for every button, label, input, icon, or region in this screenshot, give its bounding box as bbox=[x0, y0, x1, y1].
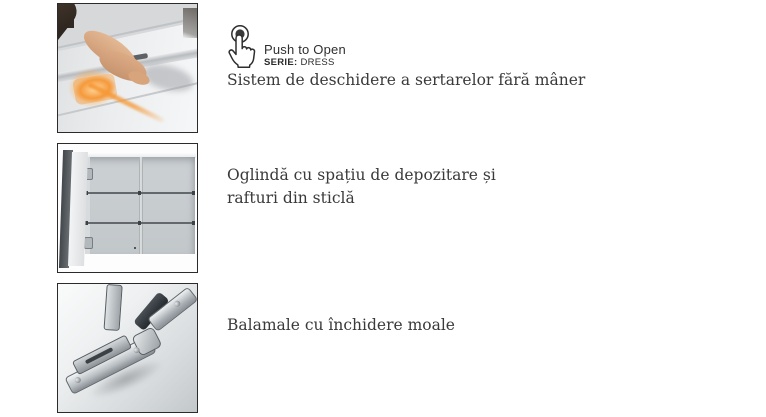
feature-description-mirror-storage: Oglindă cu spațiu de depozitare și rafturi din sticlă bbox=[227, 166, 496, 207]
push-to-open-photo bbox=[57, 3, 198, 133]
dark-corner-wedge bbox=[183, 8, 197, 38]
series-line bbox=[264, 57, 335, 68]
shelf-clip bbox=[192, 191, 195, 195]
speck bbox=[134, 247, 136, 249]
soft-close-hinges-photo bbox=[57, 283, 198, 413]
feature-description-push-to-open: Sistem de deschidere a sertarelor fără mâner bbox=[227, 71, 586, 89]
series-label: SERIE: bbox=[264, 57, 298, 68]
hinge-flipped-plate bbox=[104, 284, 123, 331]
push-to-open-label: Push to Open bbox=[264, 42, 346, 57]
tap-gesture-icon bbox=[220, 24, 258, 68]
feature-description-soft-close: Balamale cu închidere moale bbox=[227, 316, 455, 334]
cabinet-divider bbox=[139, 157, 143, 254]
shelf-clip bbox=[138, 221, 141, 225]
shelf-clip bbox=[192, 221, 195, 225]
mirror-cabinet-photo bbox=[57, 143, 198, 273]
shelf-clip bbox=[138, 191, 141, 195]
door-hinge bbox=[84, 237, 93, 249]
series-value: DRESS bbox=[300, 57, 335, 68]
